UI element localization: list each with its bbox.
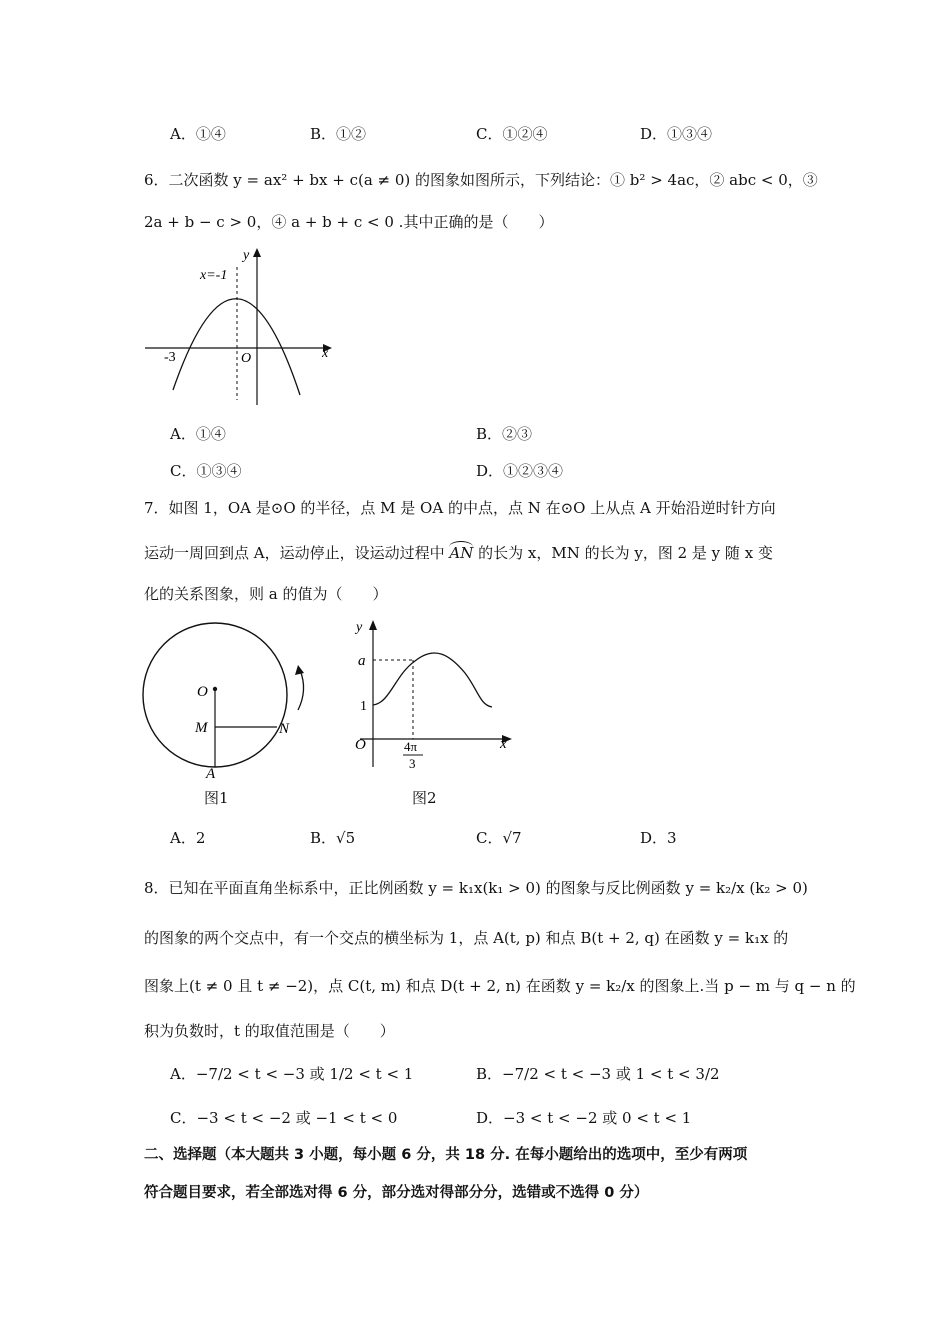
q7-stem-line3: 化的关系图象，则 a 的值为（ ）	[144, 585, 388, 603]
q6-parabola-figure	[140, 245, 340, 410]
q7-option-b: B．√5	[310, 829, 356, 847]
q7-option-d: D．3	[640, 829, 677, 847]
q7-fig1-a-label: A	[206, 766, 216, 782]
q7-fig1-caption: 图1	[204, 789, 229, 807]
q8-option-b: B．−7/2 < t < −3 或 1 < t < 3/2	[476, 1065, 720, 1083]
q5-option-b: B．①②	[310, 125, 367, 143]
q6-option-d: D．①②③④	[476, 462, 564, 480]
q6-origin-label: O	[241, 351, 252, 366]
section2-heading-line2: 符合题目要求，若全部选对得 6 分，部分选对得部分分，选错或不选得 0 分）	[144, 1185, 649, 1201]
q6-y-label: y	[243, 248, 250, 263]
q7-arc-an: AN	[449, 541, 473, 563]
q7-fig1-m-label: M	[195, 720, 208, 736]
q7-figure-1-circle	[140, 615, 330, 795]
q8-stem-line2: 的图象的两个交点中，有一个交点的横坐标为 1，点 A(t, p) 和点 B(t + 2, q) 在函数 y = k₁x 的	[144, 929, 789, 947]
q7-fig2-one-label: 1	[360, 699, 367, 714]
q8-option-c: C．−3 < t < −2 或 −1 < t < 0	[170, 1109, 398, 1127]
q7-fig2-o-label: O	[355, 737, 366, 753]
q5-option-a: A．①④	[170, 125, 226, 143]
q6-axis-line-label: x=-1	[200, 268, 228, 283]
q5-option-c: C．①②④	[476, 125, 548, 143]
q6-option-b: B．②③	[476, 425, 533, 443]
q7-stem-line1: 7．如图 1，OA 是⊙O 的半径，点 M 是 OA 的中点，点 N 在⊙O 上从点 A 开始沿逆时针方向	[144, 499, 776, 517]
q7-stem-line2-end: 的长为 x，MN 的长为 y，图 2 是 y 随 x 变	[473, 544, 773, 562]
q7-fig2-x-label: x	[500, 736, 507, 752]
q8-option-a: A．−7/2 < t < −3 或 1/2 < t < 1	[170, 1065, 414, 1083]
q8-option-d: D．−3 < t < −2 或 0 < t < 1	[476, 1109, 692, 1127]
q7-option-c: C．√7	[476, 829, 522, 847]
q6-tick-label: -3	[164, 350, 176, 365]
q7-fig2-a-label: a	[358, 653, 366, 669]
q7-fig2-tick-denominator: 3	[409, 756, 416, 771]
q6-option-c: C．①③④	[170, 462, 242, 480]
q7-fig2-y-label: y	[356, 620, 363, 635]
q7-fig2-caption: 图2	[412, 789, 437, 807]
q8-stem-line1: 8．已知在平面直角坐标系中，正比例函数 y = k₁x(k₁ > 0) 的图象与反比例函数 y = k₂/x (k₂ > 0)	[144, 879, 808, 897]
q8-stem-line4: 积为负数时，t 的取值范围是（ ）	[144, 1022, 395, 1040]
q7-figure-2-graph	[340, 615, 520, 775]
q8-stem-line3: 图象上(t ≠ 0 且 t ≠ −2)，点 C(t, m) 和点 D(t + 2, n) 在函数 y = k₂/x 的图象上.当 p − m 与 q − n 的	[144, 977, 856, 995]
q6-option-a: A．①④	[170, 425, 226, 443]
q6-stem-line2: 2a + b − c > 0，④ a + b + c < 0 .其中正确的是（ ）	[144, 213, 554, 231]
section2-heading-line1: 二、选择题（本大题共 3 小题，每小题 6 分，共 18 分. 在每小题给出的选项中，至少有两项	[144, 1147, 748, 1163]
q7-fig1-o-label: O	[197, 684, 208, 700]
q6-x-label: x	[322, 346, 329, 361]
q7-option-a: A．2	[170, 829, 206, 847]
q7-fig1-n-label: N	[279, 721, 290, 737]
q6-stem-line1: 6．二次函数 y = ax² + bx + c(a ≠ 0) 的图象如图所示，下列结论：① b² > 4ac，② abc < 0，③	[144, 171, 818, 189]
q5-option-d: D．①③④	[640, 125, 713, 143]
q7-fig2-tick-numerator: 4π	[404, 739, 418, 754]
q7-stem-line2	[144, 541, 773, 563]
q7-stem-line2-start: 运动一周回到点 A，运动停止，设运动过程中	[144, 544, 450, 562]
